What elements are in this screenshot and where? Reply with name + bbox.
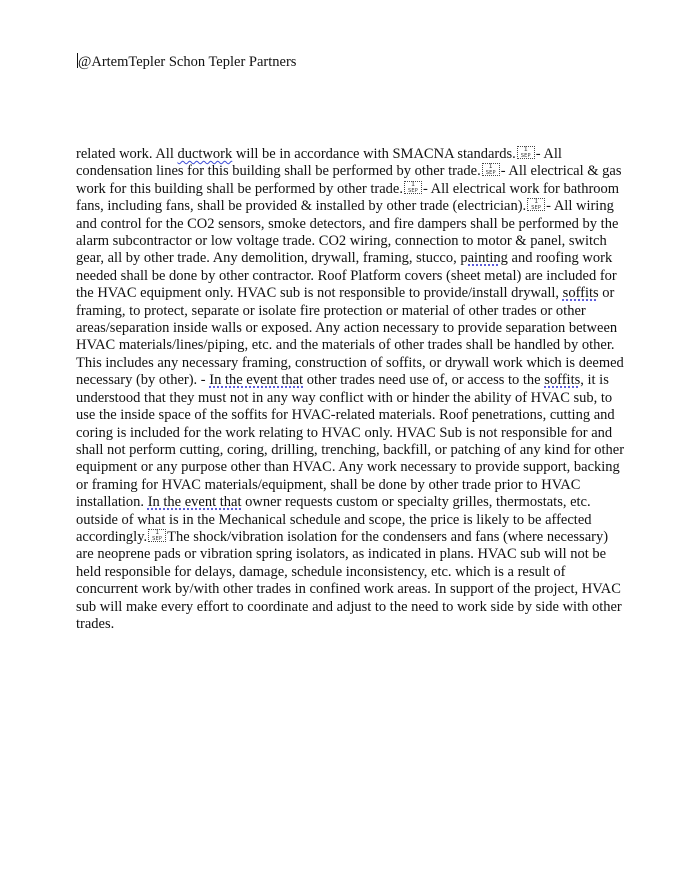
style-flag-in-the-event-that[interactable]: In the event that [147, 494, 242, 511]
body-segment: - All condensation lines for this building shall be performed by other trade. [76, 146, 562, 180]
body-segment: , it is understood that they must not in any way conflict with or hinder the ability of HVAC sub, to use the inside space of the soffits for HVAC-related materials. Roof penetrations, cutting and coring is included for the work relating to HVAC only. HVAC Sub is not responsible for and shall not perform cutting, coring, drilling, trenching, backfill, or patching of any kind for other equipment or any purpose other than HVAC. Any work necessary to provide support, backing or framing for HVAC materials/equipment, shall be done by other trade prior to HVAC installation. [76, 372, 625, 511]
body-segment: - All electrical & gas work for this building shall be performed by other trade. [76, 163, 622, 197]
body-segment: will be in accordance with SMACNA standards. [232, 146, 516, 162]
body-segment: owner requests custom or specialty grilles, thermostats, etc. outside of what is in the Mechanical schedule and scope, the price is likely to be affected accordingly. [76, 494, 592, 545]
style-flag-in-the-event-that[interactable]: In the event that [209, 372, 304, 389]
body-segment: related work. All [76, 146, 178, 162]
document-body[interactable] [76, 146, 628, 633]
body-segment: and roofing work needed shall be done by other contractor. Roof Platform covers (sheet metal) are included for the HVAC equipment only. HVAC sub is not responsible to provide/install drywall, [76, 250, 617, 302]
spell-flag-painting[interactable]: painting [460, 250, 508, 267]
page-header[interactable] [77, 53, 296, 71]
section-break-mark: 1 SEP [148, 529, 166, 542]
body-segment: - All wiring and control for the CO2 sensors, smoke detectors, and fire dampers shall be performed by the alarm subcontractor or low voltage trade. CO2 wiring, connection to motor & panel, switch gear, all by other trade. Any demolition, drywall, framing, stucco, [76, 198, 619, 267]
grammar-flag-ductwork[interactable]: ductwork [177, 146, 233, 162]
section-break-mark: 1 SEP [517, 146, 535, 159]
section-break-mark: 1 SEP [482, 163, 500, 176]
section-break-mark: 1 SEP [404, 181, 422, 194]
body-segment: or framing, to protect, separate or isolate fire protection or material of other trades or other areas/separation inside walls or exposed. Any action necessary to provide separation between HVAC materials/lines/piping, etc. and the materials of other trades shall be handled by other. This includes any necessary framing, construction of soffits, or drywall work which is deemed necessary (by other). - [76, 285, 624, 389]
body-segment: other trades need use of, or access to the [303, 372, 545, 389]
section-break-mark: 1 SEP [527, 198, 545, 211]
spell-flag-soffits[interactable]: soffits [562, 285, 599, 302]
header-text: @ArtemTepler Schon Tepler Partners [78, 54, 297, 70]
body-segment: - All electrical work for bathroom fans, including fans, shall be provided & installed by other trade (electrician). [76, 180, 620, 215]
body-segment: The shock/vibration isolation for the condensers and fans (where necessary) are neoprene pads or vibration spring isolators, as indicated in plans. HVAC sub will not be held responsible for delays, damage, schedule inconsistency, etc. which is a result of concurrent work by/with other trades in confined work areas. In support of the project, HVAC sub will make every effort to coordinate and adjust to the need to work side by side with other trades. [76, 528, 622, 632]
spell-flag-soffits[interactable]: soffits [544, 372, 581, 389]
